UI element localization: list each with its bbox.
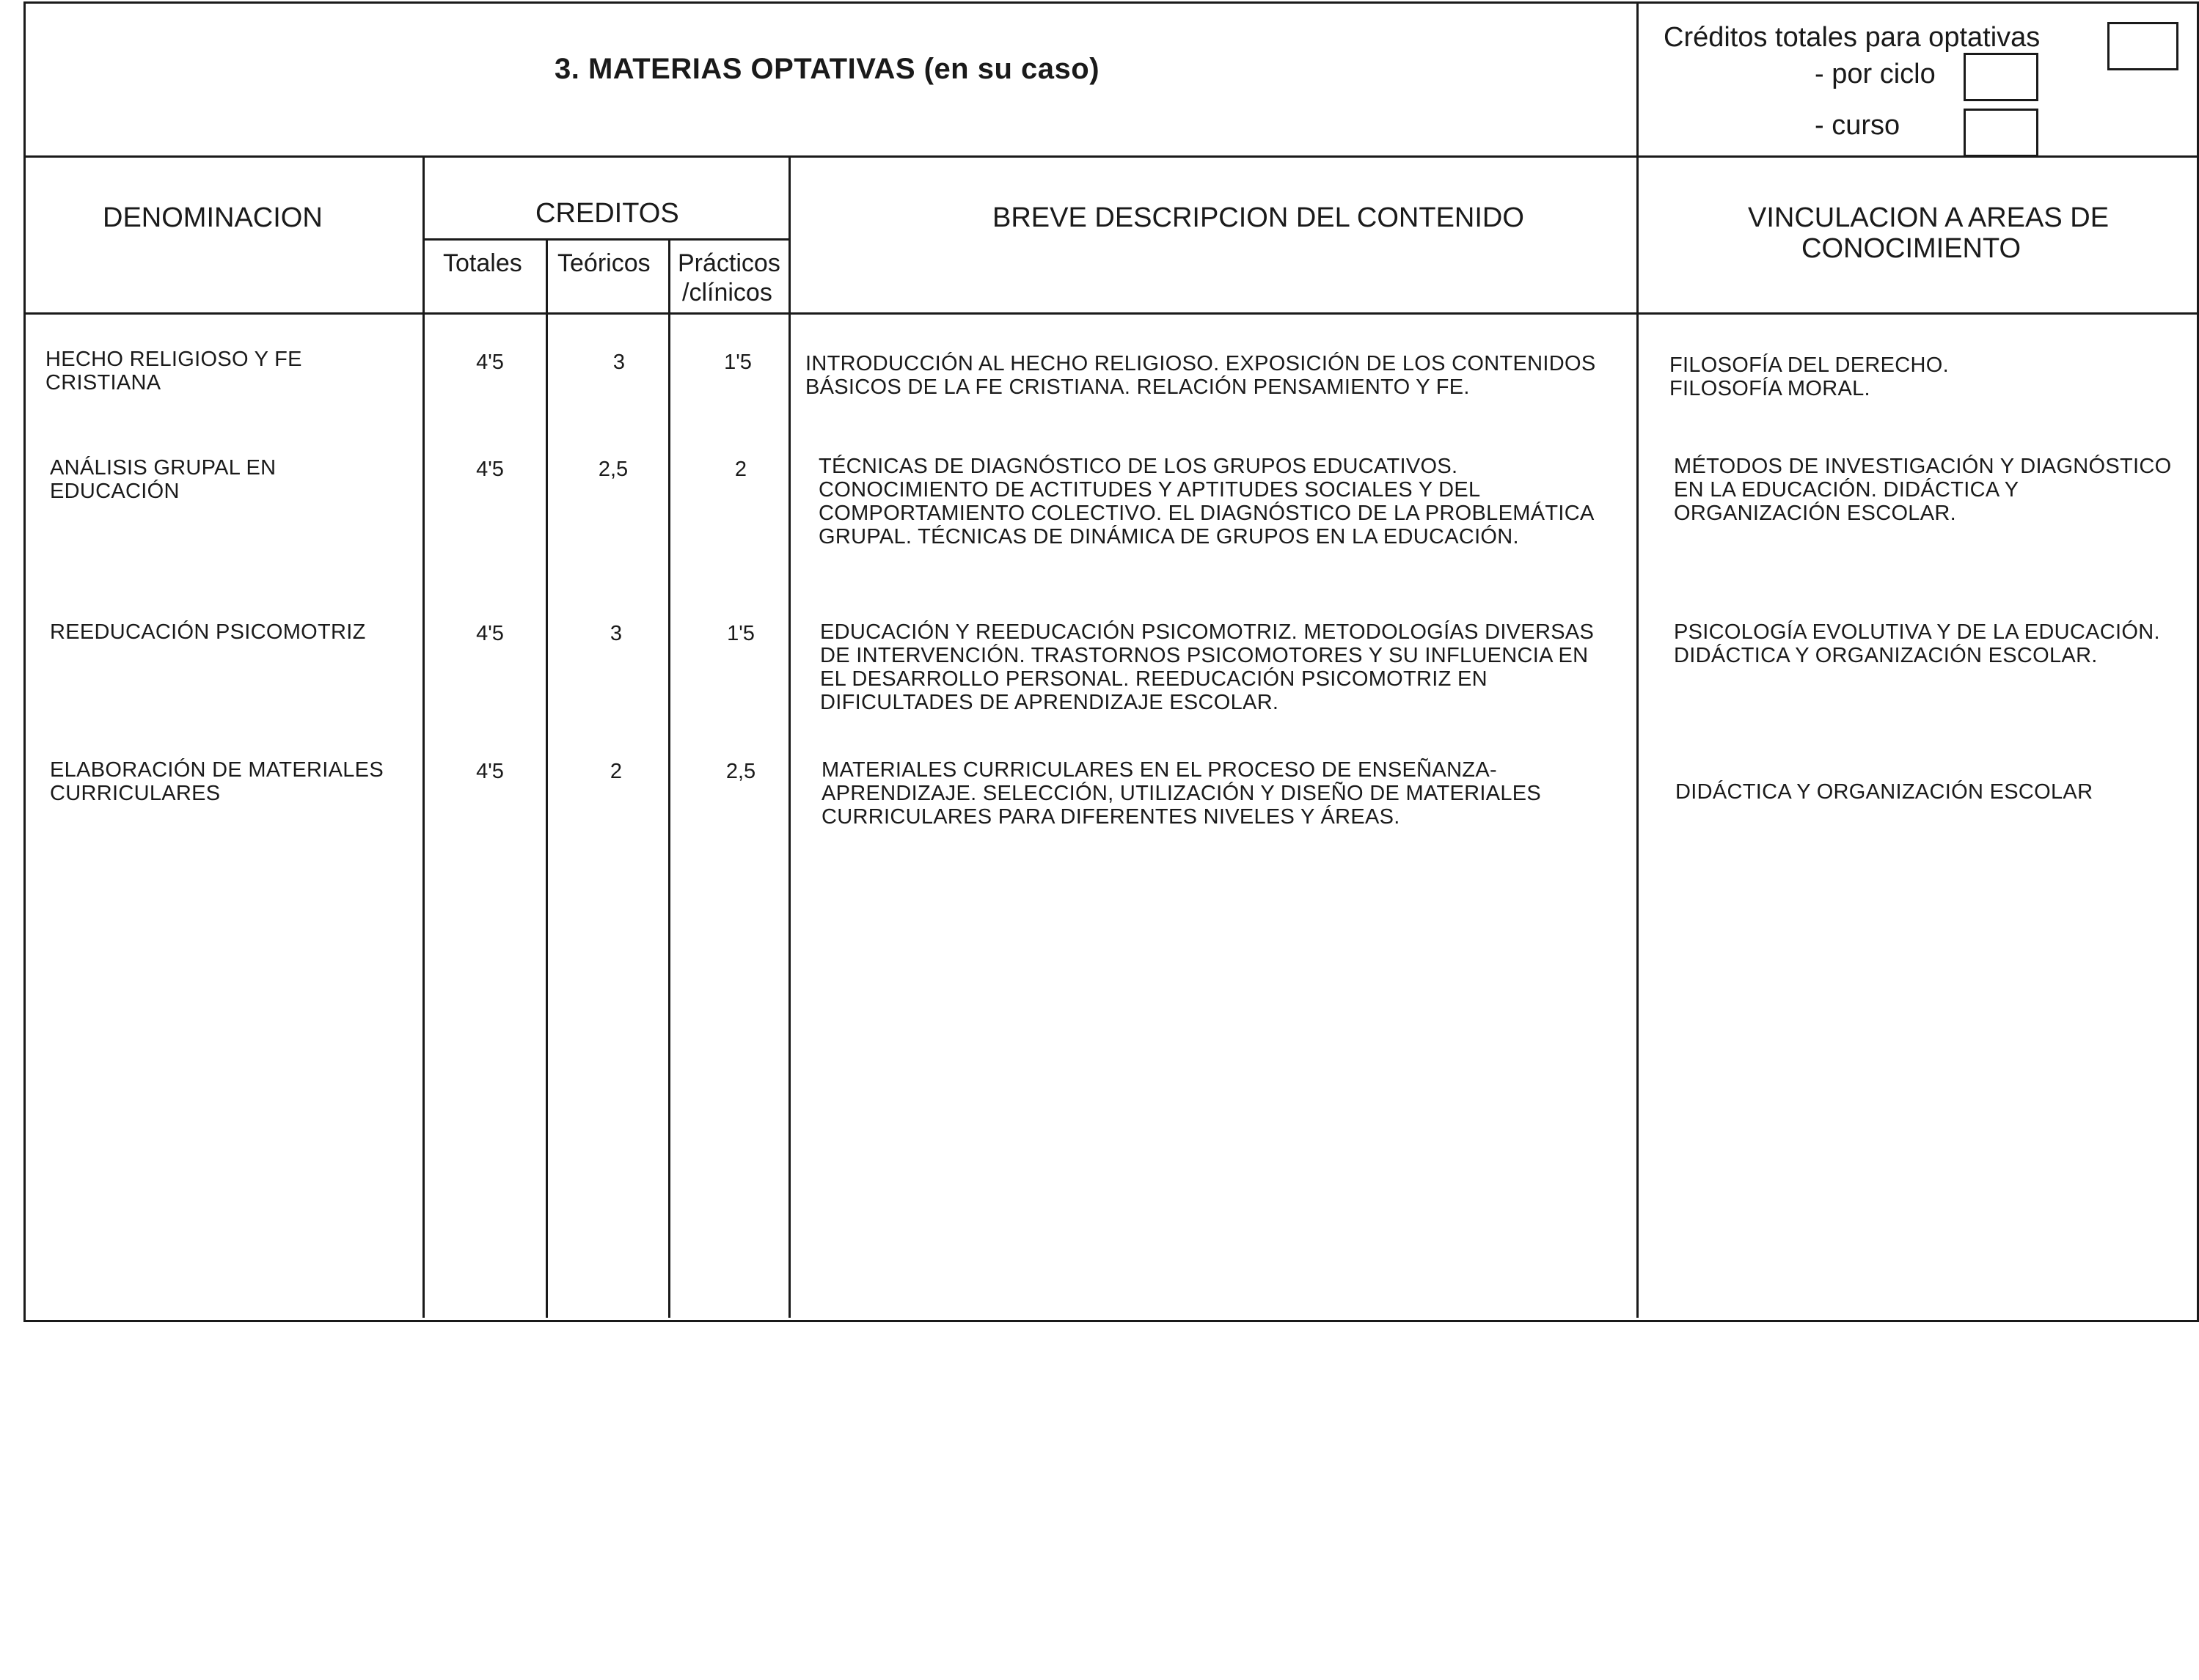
row2-teoricos: 2,5 [598,458,629,481]
header-vinculacion-line2: CONOCIMIENTO [1801,233,2021,264]
row1-teoricos: 3 [612,351,626,374]
row1-denominacion: HECHO RELIGIOSO Y FE CRISTIANA [45,348,302,395]
section-title: 3. MATERIAS OPTATIVAS (en su caso) [555,53,1100,85]
row3-totales: 4'5 [476,622,504,645]
row4-descripcion: MATERIALES CURRICULARES EN EL PROCESO DE ENSEÑANZA-APRENDIZAJE. SELECCIÓN, UTILIZACIÓN Y DISEÑO DE MATERIALES CURRICULARES PARA DIFERENTES NIVELES Y ÁREAS. [822,758,1542,829]
creditos-subheader-divider [422,238,791,241]
row1-vinculacion: FILOSOFÍA DEL DERECHO. FILOSOFÍA MORAL. [1669,353,1949,400]
header-totales: Totales [443,249,522,277]
credits-curso-box[interactable] [1964,109,2038,157]
header-descripcion: BREVE DESCRIPCION DEL CONTENIDO [992,202,1524,233]
col-divider-practicos [789,155,791,1318]
credits-total-box[interactable] [2107,22,2178,70]
credits-curso-label: - curso [1815,110,1900,141]
row2-practicos: 2 [734,458,747,481]
row2-totales: 4'5 [476,458,504,481]
row3-practicos: 1'5 [727,622,755,645]
row1-descripcion: INTRODUCCIÓN AL HECHO RELIGIOSO. EXPOSICIÓN DE LOS CONTENIDOS BÁSICOS DE LA FE CRISTIANA. RELACIÓN PENSAMIENTO Y FE. [805,352,1596,399]
credits-por-ciclo-label: - por ciclo [1815,59,1936,89]
credits-por-ciclo-box[interactable] [1964,53,2038,101]
row3-teoricos: 3 [610,622,623,645]
header-row-divider [23,312,2197,315]
row3-descripcion: EDUCACIÓN Y REEDUCACIÓN PSICOMOTRIZ. METODOLOGÍAS DIVERSAS DE INTERVENCIÓN. TRASTORNOS PSICOMOTORES Y SU INFLUENCIA EN EL DESARROLLO PERSONAL. REEDUCACIÓN PSICOMOTRIZ EN DIFICULTADES DE APRENDIZAJE ESCOLAR. [820,620,1595,714]
row4-denominacion: ELABORACIÓN DE MATERIALES CURRICULARES [50,758,384,805]
title-credits-divider [1636,1,1639,1318]
row1-practicos: 1'5 [724,351,752,374]
header-practicos-line1: Prácticos [678,249,780,277]
header-teoricos: Teóricos [557,249,651,277]
credits-total-label: Créditos totales para optativas [1664,22,2041,53]
row4-totales: 4'5 [476,760,504,783]
header-vinculacion-line1: VINCULACION A AREAS DE [1748,202,2110,233]
row3-vinculacion: PSICOLOGÍA EVOLUTIVA Y DE LA EDUCACIÓN. DIDÁCTICA Y ORGANIZACIÓN ESCOLAR. [1674,620,2160,667]
row3-denominacion: REEDUCACIÓN PSICOMOTRIZ [50,620,366,644]
header-practicos-line2: /clínicos [682,279,772,307]
row1-totales: 4'5 [476,351,504,374]
col-divider-teoricos [668,238,670,1318]
row2-descripcion: TÉCNICAS DE DIAGNÓSTICO DE LOS GRUPOS EDUCATIVOS. CONOCIMIENTO DE ACTITUDES Y APTITUDES SOCIALES Y DEL COMPORTAMIENTO COLECTIVO. EL DIAGNÓSTICO DE LA PROBLEMÁTICA GRUPAL. TÉCNICAS DE DINÁMICA DE GRUPOS EN LA EDUCACIÓN. [819,455,1593,549]
row4-teoricos: 2 [610,760,623,783]
col-divider-totales [546,238,548,1318]
row2-vinculacion: MÉTODOS DE INVESTIGACIÓN Y DIAGNÓSTICO EN LA EDUCACIÓN. DIDÁCTICA Y ORGANIZACIÓN ESCOLAR. [1674,455,2172,525]
header-denominacion: DENOMINACION [103,202,323,233]
col-divider-denominacion [422,155,425,1318]
row4-practicos: 2,5 [725,760,756,783]
title-row-divider [23,155,2197,158]
row2-denominacion: ANÁLISIS GRUPAL EN EDUCACIÓN [50,456,277,503]
row4-vinculacion: DIDÁCTICA Y ORGANIZACIÓN ESCOLAR [1675,780,2093,804]
header-creditos: CREDITOS [535,198,679,229]
